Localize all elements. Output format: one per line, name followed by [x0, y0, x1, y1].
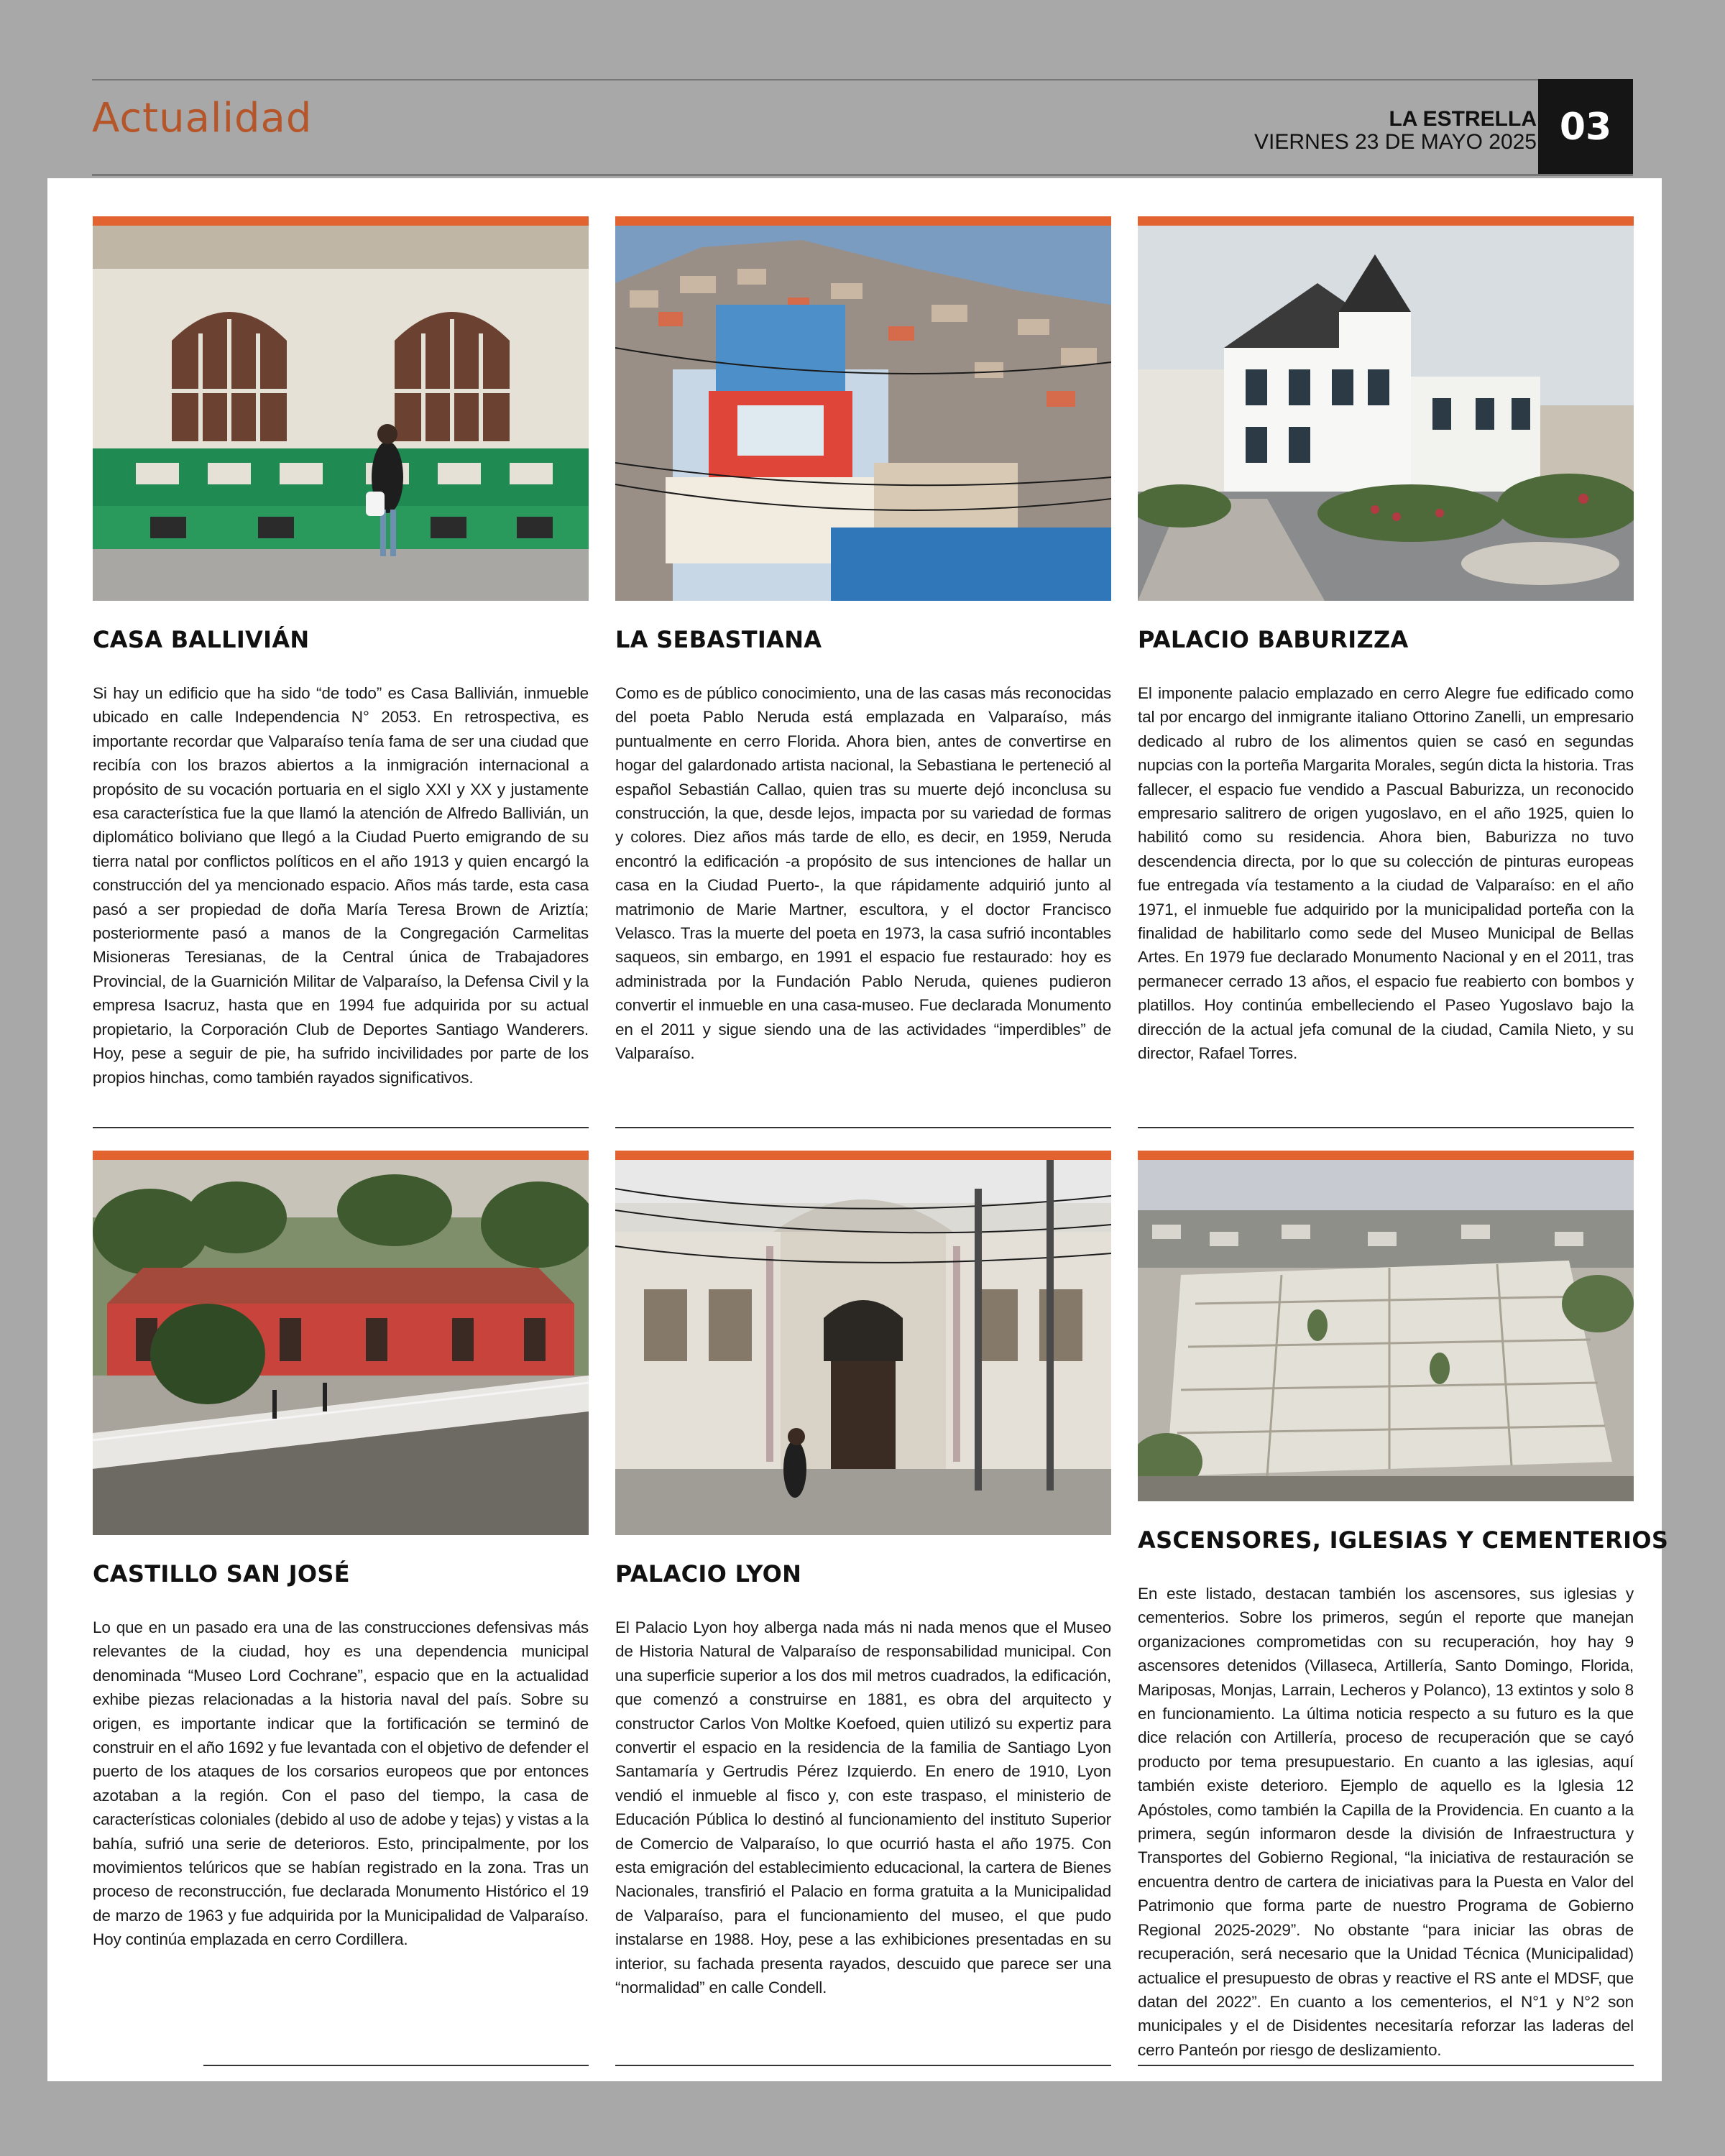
- article-castillo-san-jose: [93, 1151, 589, 1949]
- article-photo: [93, 226, 589, 601]
- column-rule: [615, 2065, 1111, 2066]
- article-photo: [615, 226, 1111, 601]
- accent-bar: [93, 1151, 589, 1160]
- section-title: Actualidad: [92, 95, 313, 142]
- accent-bar: [1138, 216, 1634, 226]
- column-rule: [93, 1127, 589, 1128]
- article-photo: [1138, 1160, 1634, 1501]
- newspaper-name: LA ESTRELLA: [1389, 107, 1537, 131]
- header-rule-top: [92, 79, 1633, 80]
- column-rule: [1138, 2065, 1634, 2066]
- article-body: El Palacio Lyon hoy alberga nada más ni nada menos que el Museo de Historia Natural de Valparaíso de responsabilidad municipal. Con una superficie superior a los dos mil metros cuadrados, la edificación, que comenzó a construirse en 1881, es obra del arquitecto y constructor Carlos Von Moltke Koefoed, quien utilizó su expertiz para convertir el espacio en la residencia de la familia de Santiago Lyon Santamaría y Gertrudis Pérez Izquierdo. En enero de 1910, Lyon vendió el inmueble al fisco y, con este traspaso, el ministerio de Educación Pública lo destinó al funcionamiento del instituto Superior de Comercio de Valparaíso, lo que ocurrió hasta el año 1975. Con esta emigración del establecimiento educacional, la cartera de Bienes Nacionales, transfirió el Palacio en forma gratuita a la Municipalidad de Valparaíso, para el funcionamiento del museo, el que pudo instalarse en 1988. Hoy, pese a las exhibiciones presentadas en su interior, su fachada presenta rayados, descuido que parece ser una “normalidad” en calle Condell.: [615, 1618, 1111, 1997]
- article-palacio-baburizza: [1138, 216, 1634, 1063]
- article-casa-ballivian: [93, 216, 589, 1087]
- article-headline: PALACIO BABURIZZA: [1138, 626, 1409, 653]
- article-headline: CASTILLO SAN JOSÉ: [93, 1560, 350, 1588]
- article-headline: CASA BALLIVIÁN: [93, 626, 310, 653]
- page-sheet: [47, 178, 1669, 2081]
- article-body: Como es de público conocimiento, una de las casas más reconocidas del poeta Pablo Neruda está emplazada en Valparaíso, más puntualmente en cerro Florida. Ahora bien, antes de convertirse en hogar del galardonado artista nacional, la Sebastiana le perteneció al español Sebastián Callao, quien tras su muerte dejó inconclusa su construcción, la que, desde lejos, impacta por su variedad de formas y colores. Diez años más tarde de ello, es decir, en 1959, Neruda encontró la edificación -a propósito de sus intenciones de hallar un casa en la Ciudad Puerto-, la que rápidamente adquirió junto al matrimonio de Marie Martner, escultora, y el doctor Francisco Velasco. Tras la muerte del poeta en 1973, la casa sufrió incontables saqueos, sin embargo, en 1991 el espacio fue restaurado: hoy es administrada por la Fundación Pablo Neruda, quienes pudieron convertir el inmueble en una casa-museo. Fue declarada Monumento en el 2011 y sigue siendo una de las actividades “imperdibles” de Valparaíso.: [615, 684, 1111, 1063]
- masthead: [1254, 108, 1537, 154]
- article-body: Lo que en un pasado era una de las construcciones defensivas más relevantes de la ciudad, hoy es una dependencia municipal denominada “Museo Lord Cochrane”, espacio que en la actualidad exhibe piezas relacionadas a la historia naval del país. Sobre su origen, es importante indicar que la fortificación se terminó de construir en el año 1692 y fue levantada con el objetivo de defender el puerto de los ataques de los corsarios europeos que por entonces azotaban a la región. Con el paso del tiempo, la casa de características coloniales (debido al uso de adobe y tejas) y vistas a la bahía, sufrió una serie de deterioros. Esto, principalmente, por los movimientos telúricos que se habían registrado en la zona. Tras un proceso de reconstrucción, fue declarada Monumento Histórico el 19 de marzo de 1963 y fue adquirida por la Municipalidad de Valparaíso. Hoy continúa emplazada en cerro Cordillera.: [93, 1618, 589, 1949]
- article-body: Si hay un edificio que ha sido “de todo” es Casa Ballivián, inmueble ubicado en calle Independencia N° 2053. En retrospectiva, es importante recordar que Valparaíso tenía fama de ser una ciudad que recibía con los brazos abiertos a la inmigración internacional a propósito de su vocación portuaria en el siglo XXI y XX y justamente esa característica fue la que llamó la atención de Alfredo Ballivián, un diplomático boliviano que llegó a la Ciudad Puerto emigrando de su tierra natal por conflictos políticos en el año 1913 y quien encargó la construcción del ya mencionado espacio. Años más tarde, esta casa pasó a ser propiedad de doña María Teresa Brown de Ariztía; posteriormente pasó a manos de la Congregación Carmelitas Misioneras Teresianas, de la Central única de Trabajadores Provincial, de la Guarnición Militar de Valparaíso, la Defensa Civil y la empresa Isacruz, hasta que en 1994 fue adquirida por su actual propietario, la Corporación Club de Deportes Santiago Wanderers. Hoy, pese a seguir de pie, ha sufrido incivilidades por parte de los propios hinchas, como también rayados significativos.: [93, 684, 589, 1087]
- article-ascensores-iglesias-cementerios: [1138, 1151, 1669, 2059]
- column-rule: [1138, 1127, 1634, 1128]
- accent-bar: [615, 216, 1111, 226]
- article-palacio-lyon: [615, 1151, 1111, 1997]
- accent-bar: [93, 216, 589, 226]
- article-headline: LA SEBASTIANA: [615, 626, 822, 653]
- column-rule: [203, 2065, 589, 2066]
- column-rule: [615, 1127, 1111, 1128]
- article-la-sebastiana: [615, 216, 1111, 1063]
- header-rule-bottom: [92, 174, 1633, 176]
- article-photo: [93, 1160, 589, 1535]
- article-body: En este listado, destacan también los ascensores, sus iglesias y cementerios. Sobre los primeros, según el reporte que manejan organizaciones comprometidas con su recuperación, hoy hay 9 ascensores detenidos (Villaseca, Artillería, Santo Domingo, Florida, Mariposas, Monjas, Larrain, Lecheros y Polanco), 13 extintos y solo 8 en funcionamiento. La última noticia respecto a su futuro es la que dice relación con Artillería, proceso de recuperación que se cayó producto por tema presupuestario. En cuanto a las iglesias, aquí también existe deterioro. Ejemplo de aquello es la Iglesia 12 Apóstoles, como también la Capilla de la Providencia. En cuanto a la primera, según informaron desde la división de Infraestructura y Transportes del Gobierno Regional, “la iniciativa de restauración se encuentra dentro de cartera de iniciativas para la Puesta en Valor del Patrimonio que forma parte de nuestro Programa de Gobierno Regional 2025-2029”. No obstante “para iniciar las obras de recuperación, será necesario que la Unidad Técnica (Municipalidad) actualice el presupuesto de obras y reactive el RS ante el MDSF, que datan del 2022”. En cuanto a los cementerios, el N°1 y N°2 son municipales y el de Disidentes necesitaría reforzar las laderas del cerro Panteón por riesgo de deslizamiento.: [1138, 1585, 1634, 2059]
- issue-date: VIERNES 23 DE MAYO 2025: [1254, 130, 1537, 154]
- article-headline: PALACIO LYON: [615, 1560, 802, 1588]
- accent-bar: [1138, 1151, 1634, 1160]
- article-headline: ASCENSORES, IGLESIAS Y CEMENTERIOS: [1138, 1526, 1669, 1554]
- article-photo: [1138, 226, 1634, 601]
- article-photo: [615, 1160, 1111, 1535]
- page-number: 03: [1538, 79, 1633, 175]
- article-body: El imponente palacio emplazado en cerro Alegre fue edificado como tal por encargo del inmigrante italiano Ottorino Zanelli, un empresario dedicado al rubro de los alimentos quien se casó en segundas nupcias con la porteña Margarita Morales, según dicta la historia. Tras fallecer, el espacio fue vendido a Pascual Baburizza, un reconocido empresario salitrero de origen yugoslavo, en el año 1925, quien lo habilitó como su residencia. Ahora bien, Baburizza no tuvo descendencia directa, por lo que su colección de pinturas europeas fue entregada vía testamento a la ciudad de Valparaíso: en el año 1971, el inmueble fue adquirido por la municipalidad porteña con la finalidad de habilitarlo como sede del Museo Municipal de Bellas Artes. En 1979 fue declarado Monumento Nacional y en el 2011, tras permanecer cerrado 13 años, el espacio fue reabierto con bombos y platillos. Hoy continúa embelleciendo el Paseo Yugoslavo bajo la dirección de la actual jefa comunal de la ciudad, Camila Nieto, y su director, Rafael Torres.: [1138, 684, 1634, 1063]
- accent-bar: [615, 1151, 1111, 1160]
